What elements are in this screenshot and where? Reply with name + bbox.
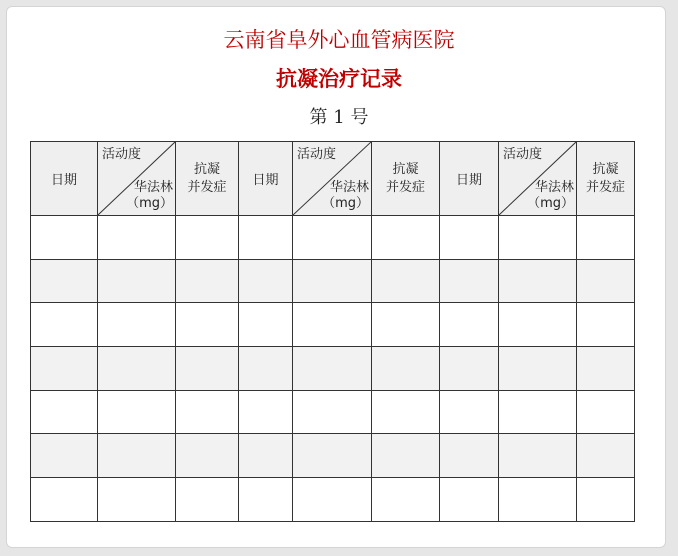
entry-cell[interactable] — [499, 216, 577, 260]
entry-cell[interactable] — [372, 347, 440, 391]
entry-cell[interactable] — [499, 478, 577, 522]
table-row — [31, 390, 635, 434]
date-header: 日期 — [440, 142, 499, 216]
entry-cell[interactable] — [176, 390, 239, 434]
entry-cell[interactable] — [293, 434, 372, 478]
entry-cell[interactable] — [293, 259, 372, 303]
entry-cell[interactable] — [440, 434, 499, 478]
entry-cell[interactable] — [31, 303, 98, 347]
warfarin-label: 华法林 — [329, 180, 369, 195]
activity-label: 活动度 — [102, 147, 142, 162]
unit-label: （mg） — [126, 196, 173, 211]
document-title: 抗凝治疗记录 — [276, 66, 402, 91]
entry-cell[interactable] — [176, 259, 239, 303]
unit-label: （mg） — [322, 196, 369, 211]
entry-cell[interactable] — [176, 216, 239, 260]
entry-cell[interactable] — [577, 390, 635, 434]
entry-cell[interactable] — [239, 434, 293, 478]
entry-cell[interactable] — [372, 390, 440, 434]
entry-cell[interactable] — [98, 434, 176, 478]
unit-label: （mg） — [527, 196, 574, 211]
entry-cell[interactable] — [31, 390, 98, 434]
entry-cell[interactable] — [577, 259, 635, 303]
entry-cell[interactable] — [499, 303, 577, 347]
entry-cell[interactable] — [98, 216, 176, 260]
entry-cell[interactable] — [176, 303, 239, 347]
entry-cell[interactable] — [577, 347, 635, 391]
entry-cell[interactable] — [239, 216, 293, 260]
activity-warfarin-header — [499, 142, 577, 216]
entry-cell[interactable] — [31, 216, 98, 260]
table-row — [31, 216, 635, 260]
entry-cell[interactable] — [499, 434, 577, 478]
entry-cell[interactable] — [176, 478, 239, 522]
entry-cell[interactable] — [499, 390, 577, 434]
activity-label: 活动度 — [297, 147, 337, 162]
table-row — [31, 478, 635, 522]
entry-cell[interactable] — [372, 478, 440, 522]
entry-cell[interactable] — [293, 347, 372, 391]
activity-label: 活动度 — [503, 147, 543, 162]
table-row — [31, 347, 635, 391]
entry-cell[interactable] — [239, 303, 293, 347]
entry-cell[interactable] — [98, 390, 176, 434]
entry-cell[interactable] — [440, 259, 499, 303]
entry-cell[interactable] — [440, 347, 499, 391]
entry-cell[interactable] — [293, 478, 372, 522]
entry-cell[interactable] — [372, 259, 440, 303]
entry-cell[interactable] — [372, 216, 440, 260]
activity-warfarin-header — [98, 142, 176, 216]
entry-cell[interactable] — [499, 259, 577, 303]
entry-cell[interactable] — [293, 216, 372, 260]
entry-cell[interactable] — [440, 216, 499, 260]
anticoag-complication-header: 抗凝 并发症 — [372, 142, 440, 216]
entry-cell[interactable] — [577, 478, 635, 522]
entry-cell[interactable] — [440, 390, 499, 434]
entry-cell[interactable] — [176, 434, 239, 478]
entry-cell[interactable] — [372, 434, 440, 478]
entry-cell[interactable] — [98, 259, 176, 303]
entry-cell[interactable] — [239, 390, 293, 434]
entry-cell[interactable] — [577, 303, 635, 347]
table-row — [31, 434, 635, 478]
date-header: 日期 — [31, 142, 98, 216]
entry-cell[interactable] — [98, 347, 176, 391]
warfarin-label: 华法林 — [534, 180, 574, 195]
entry-cell[interactable] — [239, 478, 293, 522]
entry-cell[interactable] — [31, 347, 98, 391]
warfarin-label: 华法林 — [133, 180, 173, 195]
record-number: 第 1 号 — [309, 107, 369, 128]
entry-cell[interactable] — [293, 303, 372, 347]
entry-cell[interactable] — [176, 347, 239, 391]
anticoag-complication-header: 抗凝 并发症 — [176, 142, 239, 216]
entry-cell[interactable] — [98, 303, 176, 347]
entry-cell[interactable] — [440, 303, 499, 347]
table-row — [31, 303, 635, 347]
entry-cell[interactable] — [31, 434, 98, 478]
date-header: 日期 — [239, 142, 293, 216]
entry-cell[interactable] — [293, 390, 372, 434]
entry-cell[interactable] — [577, 216, 635, 260]
entry-cell[interactable] — [577, 434, 635, 478]
entry-cell[interactable] — [31, 259, 98, 303]
entry-cell[interactable] — [440, 478, 499, 522]
anticoag-complication-header: 抗凝 并发症 — [577, 142, 635, 216]
header-row — [31, 142, 635, 216]
entry-cell[interactable] — [499, 347, 577, 391]
hospital-name: 云南省阜外心血管病医院 — [223, 28, 455, 52]
entry-cell[interactable] — [372, 303, 440, 347]
entry-cell[interactable] — [98, 478, 176, 522]
entry-cell[interactable] — [31, 478, 98, 522]
anticoagulation-table — [30, 141, 635, 522]
table-row — [31, 259, 635, 303]
entry-cell[interactable] — [239, 259, 293, 303]
entry-cell[interactable] — [239, 347, 293, 391]
activity-warfarin-header — [293, 142, 372, 216]
